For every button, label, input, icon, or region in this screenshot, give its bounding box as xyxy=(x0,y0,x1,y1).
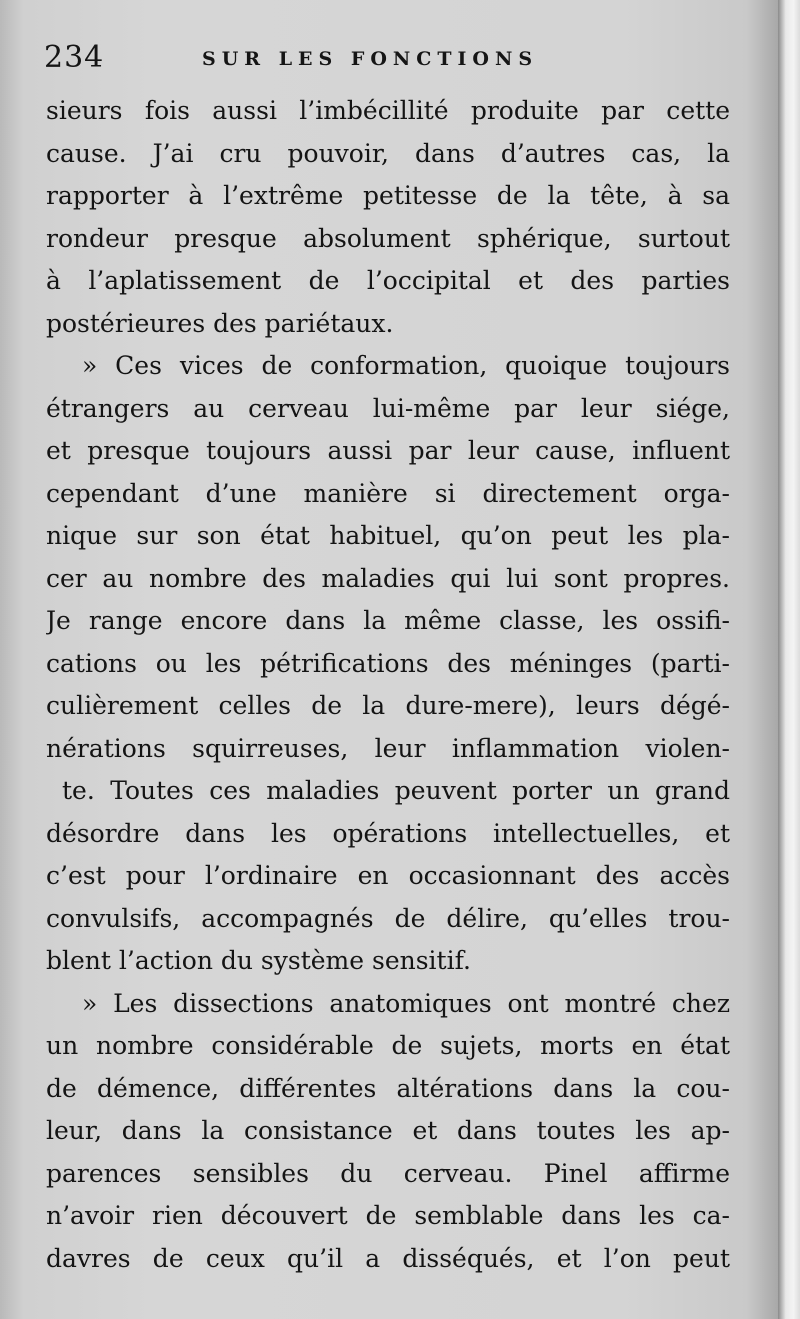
running-head: SUR LES FONCTIONS xyxy=(202,48,539,70)
text-line: nique sur son état habituel, qu’on peut les pla- xyxy=(46,521,730,550)
text-line: rapporter à l’extrême petitesse de la tête, à sa xyxy=(46,181,730,210)
text-line: cer au nombre des maladies qui lui sont propres. xyxy=(46,563,730,593)
text-line: » Ces vices de conformation, quoique toujours xyxy=(82,351,730,380)
text-line: et presque toujours aussi par leur cause, influent xyxy=(46,436,730,465)
text-line: n’avoir rien découvert de semblable dans les ca- xyxy=(46,1201,730,1230)
text-line: étrangers au cerveau lui-même par leur siége, xyxy=(46,393,730,423)
text-line: te. Toutes ces maladies peuvent porter un grand xyxy=(62,776,730,805)
text-line: cations ou les pétrifications des méninges (parti- xyxy=(46,648,730,678)
text-line: postérieures des pariétaux. xyxy=(46,308,394,338)
text-line: parences sensibles du cerveau. Pinel affirme xyxy=(46,1158,730,1188)
text-line: un nombre considérable de sujets, morts en état xyxy=(46,1031,730,1060)
text-line: cependant d’une manière si directement orga- xyxy=(46,478,730,508)
body-text xyxy=(46,90,730,1280)
text-line: c’est pour l’ordinaire en occasionnant des accès xyxy=(46,861,730,890)
text-line: sieurs fois aussi l’imbécillité produite par cette xyxy=(46,96,730,125)
text-line: davres de ceux qu’il a disséqués, et l’on peut xyxy=(46,1243,730,1273)
text-line: de démence, différentes altérations dans la cou- xyxy=(46,1073,730,1103)
text-line: cause. J’ai cru pouvoir, dans d’autres cas, la xyxy=(46,138,730,168)
text-line: nérations squirreuses, leur inflammation violen- xyxy=(46,733,730,763)
page-number: 234 xyxy=(44,40,105,75)
page-edge xyxy=(778,0,800,1319)
text-line: leur, dans la consistance et dans toutes les ap- xyxy=(46,1116,730,1145)
text-line: Je range encore dans la même classe, les ossifi- xyxy=(46,606,730,635)
text-line: blent l’action du système sensitif. xyxy=(46,946,471,975)
text-line: culièrement celles de la dure-mere), leurs dégé- xyxy=(46,691,730,720)
text-line: désordre dans les opérations intellectuelles, et xyxy=(46,818,730,848)
text-line: à l’aplatissement de l’occipital et des parties xyxy=(46,266,730,295)
text-line: » Les dissections anatomiques ont montré chez xyxy=(82,988,730,1018)
page-header xyxy=(44,40,744,80)
text-line: convulsifs, accompagnés de délire, qu’elles trou- xyxy=(46,903,730,933)
text-line: rondeur presque absolument sphérique, surtout xyxy=(46,223,730,253)
